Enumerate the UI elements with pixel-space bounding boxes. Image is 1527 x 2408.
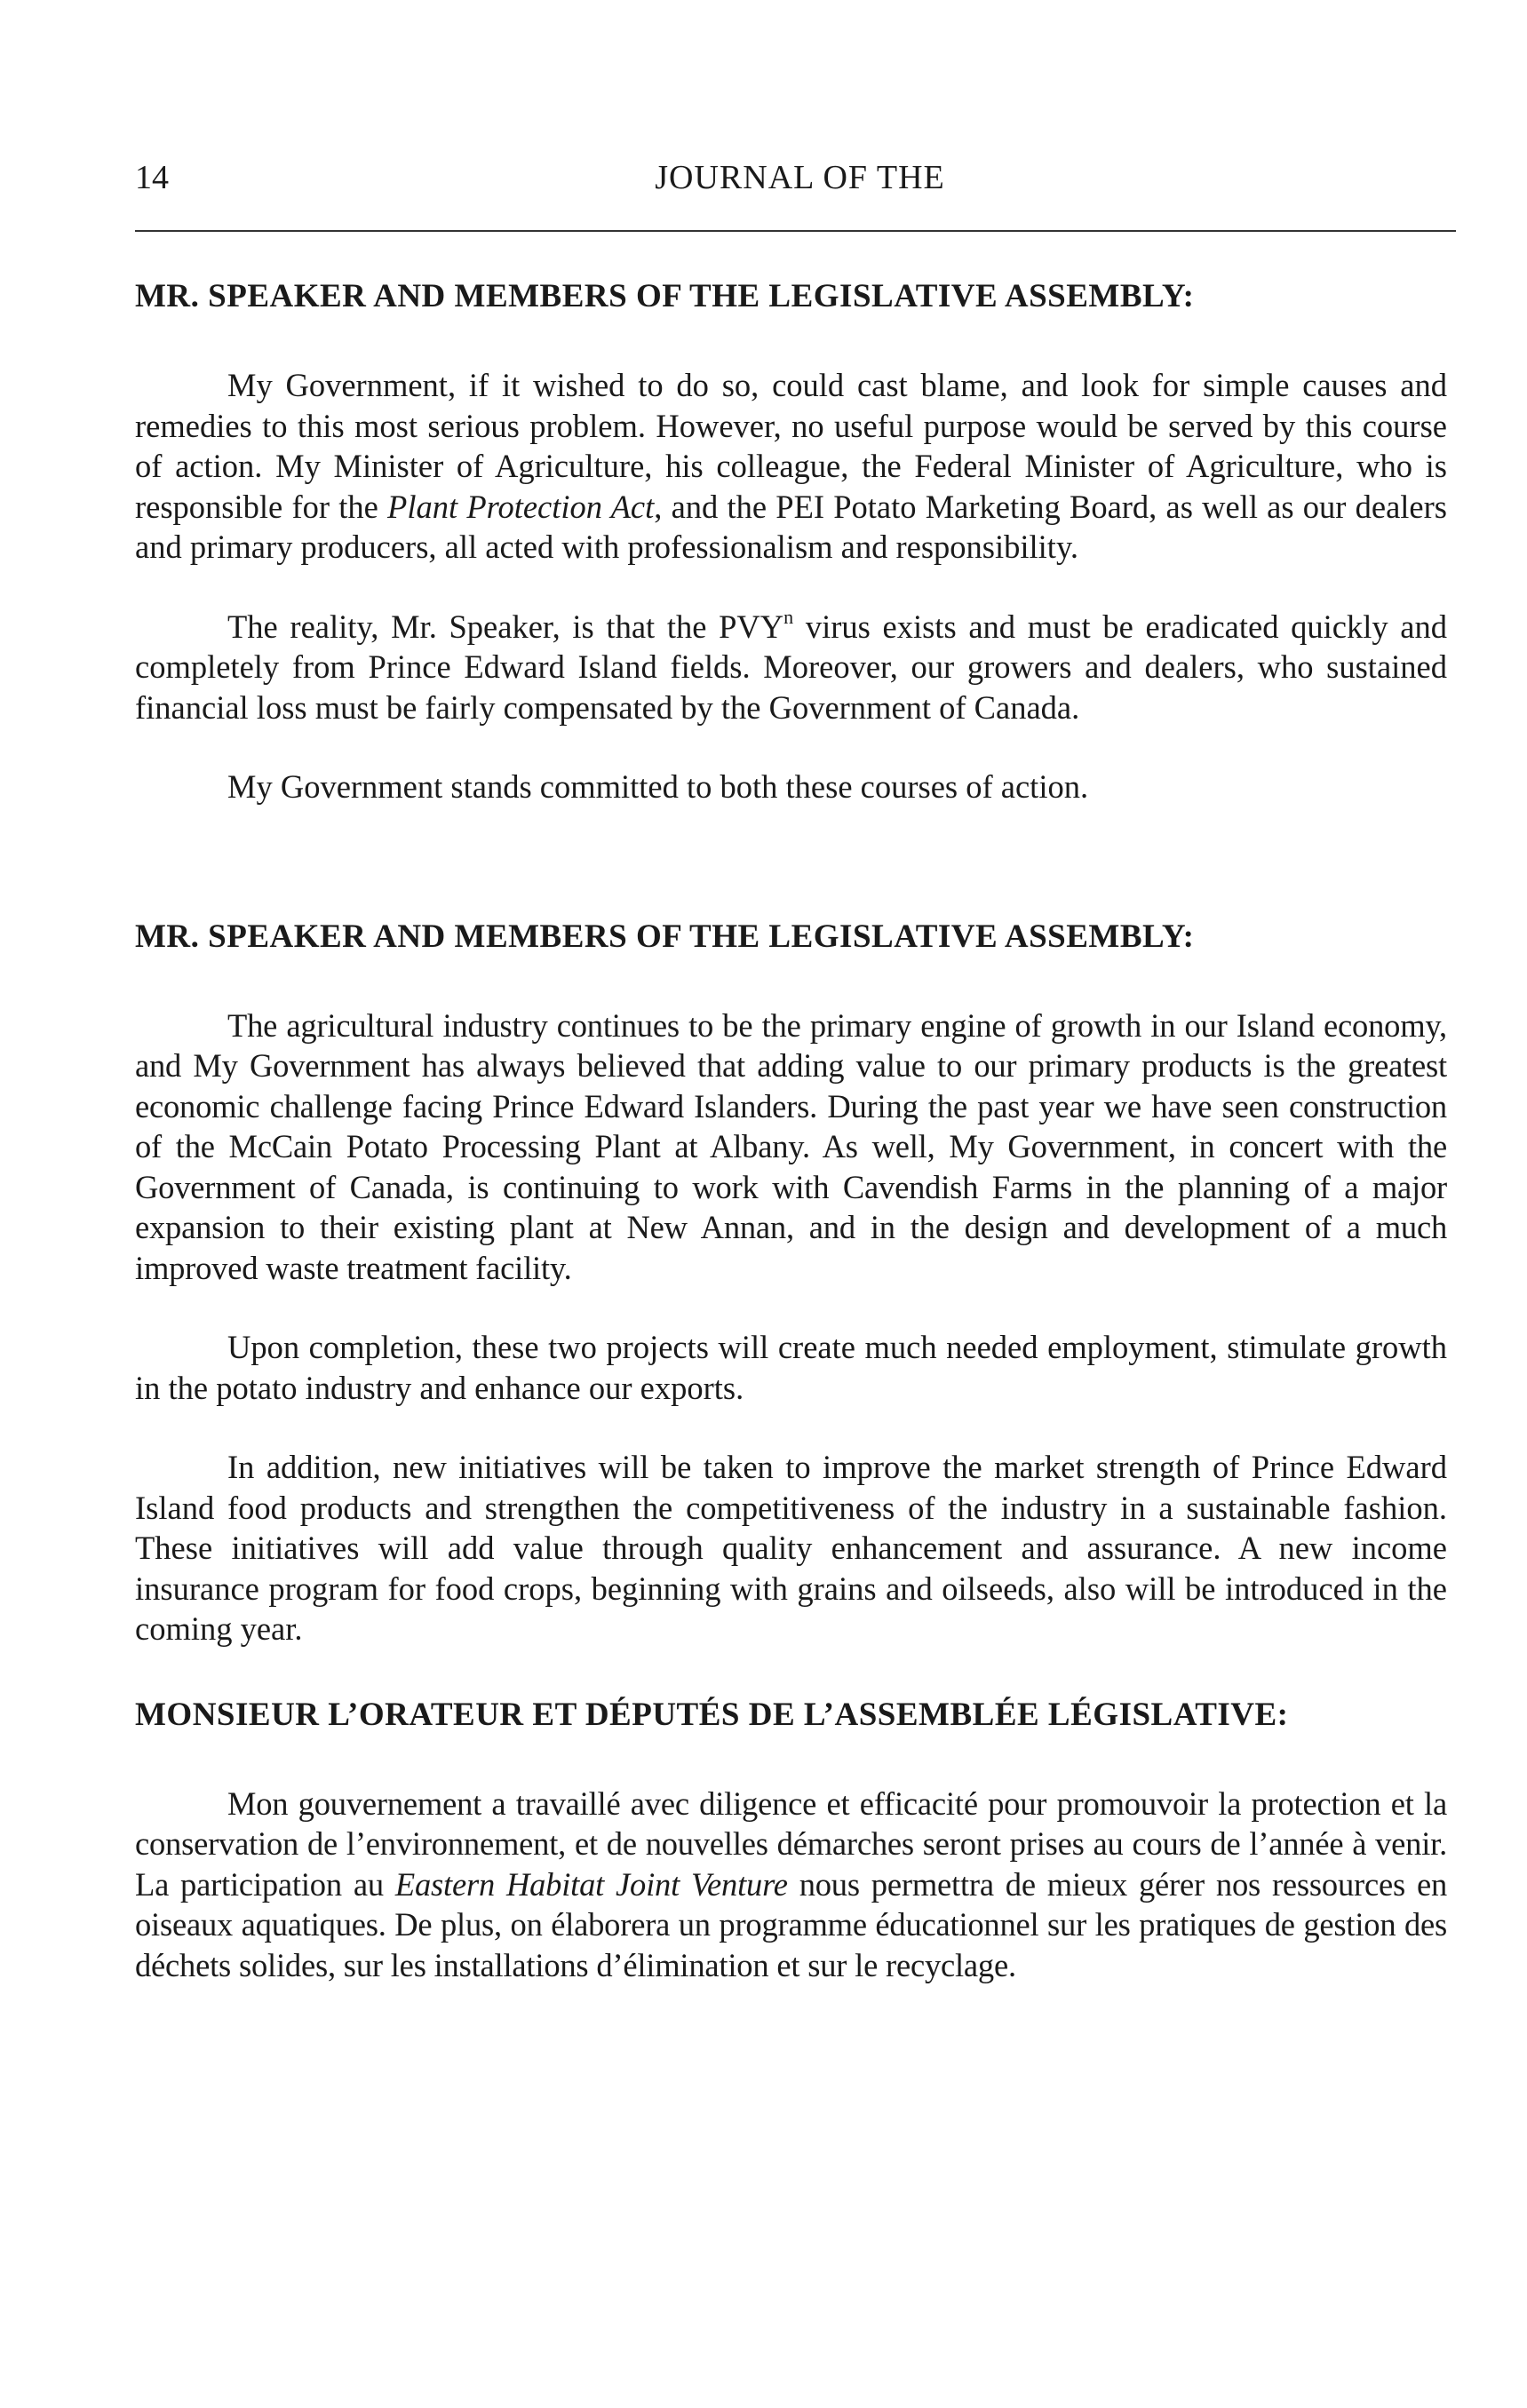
header-rule	[135, 230, 1456, 232]
paragraph	[135, 607, 1447, 728]
page-body	[135, 275, 1447, 1985]
paragraph	[135, 365, 1447, 568]
section-environment-fr	[135, 1694, 1447, 1986]
paragraph-text: Mon gouvernement a travaillé avec diligence et efficacité pour promouvoir la protection et la conservation de l’environnement, et de nouvelles démarches seront prises au cours de l’année à venir. La participation au	[135, 1784, 1447, 1903]
section-heading: MR. SPEAKER AND MEMBERS OF THE LEGISLATIVE ASSEMBLY:	[135, 918, 1195, 955]
section-agriculture-industry	[135, 916, 1447, 1649]
paragraph: In addition, new initiatives will be taken to improve the market strength of Prince Edward Island food products and strengthen the competitiveness of the industry in a sustainable fashion. These initiatives will add value through quality enhancement and assurance. A new income insurance program for food crops, beginning with grains and oilseeds, also will be introduced in the coming year.	[135, 1449, 1447, 1647]
paragraph-text: , and the PEI Potato Marketing Board, as well as our dealers and primary producers, all acted with professionalism and responsibility.	[135, 488, 1447, 565]
program-name: Eastern Habitat Joint Venture	[394, 1865, 788, 1903]
page-number: 14	[135, 159, 169, 196]
paragraph: My Government stands committed to both these courses of action.	[227, 768, 1089, 805]
paragraph: Upon completion, these two projects will create much needed employment, stimulate growth in the potato industry and enhance our exports.	[135, 1329, 1447, 1406]
paragraph-text: nous permettra de mieux gérer nos ressources en oiseaux aquatiques. De plus, on élaborera un programme éducationnel sur les pratiques de gestion des déchets solides, sur les installations d’élimination et sur le recyclage.	[135, 1865, 1447, 1983]
paragraph	[135, 1784, 1447, 1986]
act-title: Plant Protection Act	[387, 488, 655, 525]
paragraph: The agricultural industry continues to be the primary engine of growth in our Island economy, and My Government has always believed that adding value to our primary products is the greatest economic challenge facing Prince Edward Islanders. During the past year we have seen construction of the McCain Potato Processing Plant at Albany. As well, My Government, in concert with the Government of Canada, is continuing to work with Cavendish Farms in the planning of a major expansion to their existing plant at New Annan, and in the design and development of a much improved waste treatment facility.	[135, 1006, 1447, 1286]
running-title: JOURNAL OF THE	[655, 159, 945, 196]
paragraph-text: My Government, if it wished to do so, could cast blame, and look for simple causes and remedies to this most serious problem. However, no useful purpose would be served by this course of action. My Minister of Agriculture, his colleague, the Federal Minister of Agriculture, who is responsible for the	[135, 367, 1447, 525]
section-heading: MONSIEUR L’ORATEUR ET DÉPUTÉS DE L’ASSEMBLÉE LÉGISLATIVE:	[135, 1696, 1289, 1733]
superscript: n	[783, 605, 794, 628]
page-header	[135, 158, 1447, 204]
section-agriculture-response	[135, 275, 1447, 807]
paragraph-text: The reality, Mr. Speaker, is that the PVY	[227, 608, 784, 645]
section-heading: MR. SPEAKER AND MEMBERS OF THE LEGISLATIVE ASSEMBLY:	[135, 278, 1195, 314]
paragraph-text: virus exists and must be eradicated quickly and completely from Prince Edward Island fields. Moreover, our growers and dealers, who sustained financial loss must be fairly compensated by the Government of Canada.	[135, 608, 1447, 726]
